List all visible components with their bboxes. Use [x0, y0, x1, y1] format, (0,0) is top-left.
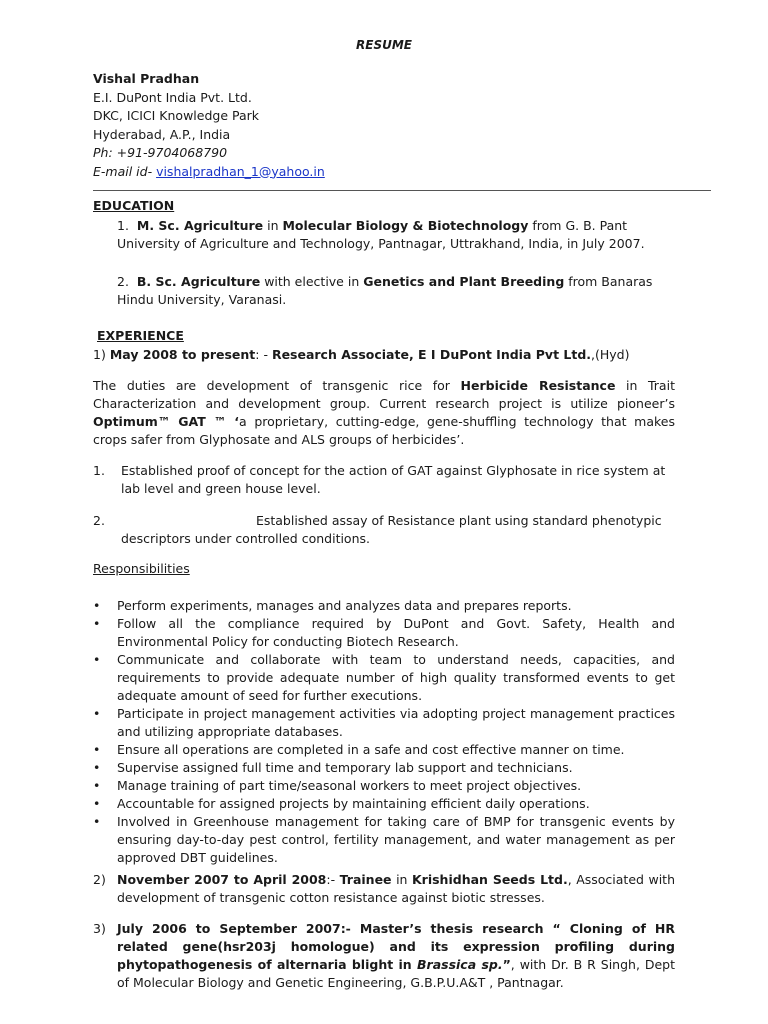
- job-period: November 2007 to April 2008: [117, 872, 327, 887]
- job-number: 2): [93, 872, 106, 887]
- page-title: RESUME: [356, 38, 412, 52]
- connector-text: in: [391, 872, 412, 887]
- responsibility-text: Ensure all operations are completed in a safe and cost effective manner on time.: [117, 742, 625, 757]
- achievement-text: Established proof of concept for the action of GAT against Glyphosate in rice system at lab level and green house level.: [121, 463, 666, 496]
- contact-block: [93, 70, 325, 181]
- connector-text: in: [263, 218, 283, 233]
- institution-text: from G. B. Pant: [528, 218, 628, 233]
- achievement-text: Established assay of Resistance plant using standard phenotypic: [255, 513, 662, 528]
- responsibility-item: [93, 759, 675, 777]
- achievement-1: [93, 462, 675, 498]
- responsibility-item: [93, 777, 675, 795]
- education-item-2: [117, 273, 675, 309]
- job-period: July 2006 to September 2007: [117, 921, 341, 936]
- duties-paragraph: [93, 377, 675, 449]
- job-2: [93, 871, 675, 907]
- bullet-icon: •: [93, 616, 101, 631]
- responsibility-item: [93, 795, 675, 813]
- duties-text: in Trait Characterization and development group. Current research project is utilize pioneer’s: [93, 378, 675, 411]
- responsibility-item: [93, 597, 675, 615]
- duties-bold: Herbicide Resistance: [460, 378, 616, 393]
- field: Molecular Biology & Biotechnology: [282, 218, 529, 233]
- achievement-text-continued: descriptors under controlled conditions.: [121, 531, 370, 546]
- responsibility-text: Involved in Greenhouse management for taking care of BMP for transgenic events by ensuring day-to-day pest control, fertility management, and water management as per approved DBT guidelines.: [117, 814, 675, 865]
- job-separator: :-: [326, 872, 340, 887]
- job-description: , Associated with development of transgenic cotton resistance against biotic stresses.: [117, 872, 675, 905]
- bullet-icon: •: [93, 760, 101, 775]
- job-number: 1): [93, 347, 106, 362]
- job-period: May 2008 to present: [109, 347, 256, 362]
- job-1-heading: [93, 346, 630, 365]
- education-heading: EDUCATION: [93, 198, 175, 213]
- job-separator: : -: [255, 347, 272, 362]
- duties-text: a proprietary, cutting-edge, gene-shuffling technology that makes crops safer from Glyphosate and ALS groups of herbicides’.: [93, 414, 676, 447]
- responsibility-text: Communicate and collaborate with team to understand needs, capacities, and requirements to provide adequate number of high quality transformed events to get adequate amount of seed for further executions.: [117, 652, 675, 703]
- responsibility-text: Perform experiments, manages and analyzes data and prepares reports.: [117, 598, 572, 613]
- responsibilities-list: [93, 597, 675, 867]
- job-description: , with Dr. B R Singh, Dept of Molecular Biology and Genetic Engineering, G.B.P.U.A&T , Pantnagar.: [117, 957, 675, 990]
- header-divider: [93, 190, 711, 191]
- address-line-2: Hyderabad, A.P., India: [93, 126, 231, 142]
- candidate-name: Vishal Pradhan: [93, 71, 200, 86]
- job-number: 3): [93, 921, 106, 936]
- institution-text-continued: Hindu University, Varanasi.: [117, 292, 287, 307]
- responsibility-text: Manage training of part time/seasonal workers to meet project objectives.: [117, 778, 582, 793]
- duties-bold: Optimum™ GAT ™ ‘: [93, 414, 240, 429]
- responsibility-text: Participate in project management activities via adopting project management practices and utilizing appropriate databases.: [117, 706, 675, 739]
- responsibility-item: [93, 705, 675, 741]
- bullet-icon: •: [93, 598, 101, 613]
- species-name: Brassica sp.: [417, 957, 503, 972]
- institution-text-continued: University of Agriculture and Technology, Pantnagar, Uttrakhand, India, in July 2007.: [117, 236, 645, 251]
- thesis-close-quote: ”: [502, 957, 511, 972]
- bullet-icon: •: [93, 706, 101, 721]
- institution-text: from Banaras: [564, 274, 653, 289]
- phone-line: Ph: +91-9704068790: [93, 145, 228, 160]
- education-item-number: 2.: [117, 274, 129, 289]
- email-label: E-mail id-: [93, 163, 157, 179]
- bullet-icon: •: [93, 814, 101, 829]
- responsibility-item: [93, 651, 675, 705]
- company-line: E.I. DuPont India Pvt. Ltd.: [93, 89, 252, 105]
- degree: B. Sc. Agriculture: [136, 274, 261, 289]
- bullet-icon: •: [93, 796, 101, 811]
- education-item-1: [117, 217, 675, 253]
- bullet-icon: •: [93, 778, 101, 793]
- thesis-title: :- Master’s thesis research “ Cloning of HR related gene(hsr203j homologue) and its expression profiling during phytopathogenesis of alternaria blight in: [117, 921, 676, 972]
- responsibility-text: Accountable for assigned projects by maintaining efficient daily operations.: [117, 796, 590, 811]
- job-3: [93, 920, 676, 992]
- connector-text: with elective in: [260, 274, 364, 289]
- job-role: Trainee: [339, 872, 392, 887]
- achievement-number: 2.: [93, 513, 105, 528]
- job-organization: Krishidhan Seeds Ltd.: [411, 872, 568, 887]
- responsibility-item: [93, 813, 675, 867]
- responsibility-text: Follow all the compliance required by DuPont and Govt. Safety, Health and Environmental Policy for conducting Biotech Research.: [117, 616, 675, 649]
- bullet-icon: •: [93, 652, 101, 667]
- responsibilities-heading: Responsibilities: [93, 561, 190, 576]
- field: Genetics and Plant Breeding: [363, 274, 565, 289]
- responsibility-item: [93, 741, 675, 759]
- duties-text: The duties are development of transgenic rice for: [93, 378, 461, 393]
- achievement-number: 1.: [93, 463, 105, 478]
- responsibility-text: Supervise assigned full time and temporary lab support and technicians.: [117, 760, 573, 775]
- degree: M. Sc. Agriculture: [136, 218, 264, 233]
- email-link[interactable]: vishalpradhan_1@yahoo.in: [156, 163, 325, 179]
- education-item-number: 1.: [117, 218, 129, 233]
- achievement-2: [93, 512, 675, 548]
- bullet-icon: •: [93, 742, 101, 757]
- address-line-1: DKC, ICICI Knowledge Park: [93, 108, 260, 123]
- experience-heading: EXPERIENCE: [97, 328, 184, 343]
- job-role: Research Associate, E I DuPont India Pvt Ltd.: [271, 347, 592, 362]
- job-location: ,(Hyd): [591, 347, 630, 362]
- responsibility-item: [93, 615, 675, 651]
